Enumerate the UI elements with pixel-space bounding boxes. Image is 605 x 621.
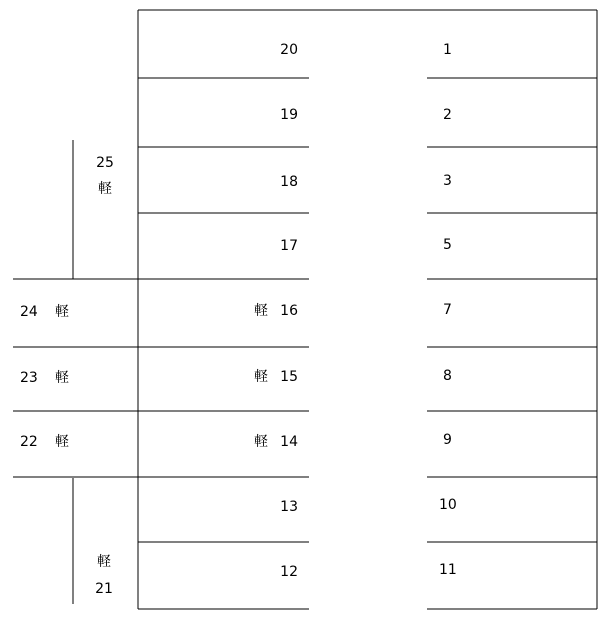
space-number: 21 xyxy=(95,581,113,597)
kei-mark: 軽 xyxy=(55,434,69,450)
right-column-labels xyxy=(439,42,457,578)
space-number: 24 xyxy=(20,304,38,320)
space-number: 11 xyxy=(439,562,457,578)
space-number: 18 xyxy=(280,174,298,190)
space-number: 16 xyxy=(280,303,298,319)
space-number: 8 xyxy=(443,368,452,384)
left-middle-spaces xyxy=(20,303,69,450)
center-column-labels xyxy=(280,42,298,580)
space-number: 22 xyxy=(20,434,38,450)
lot-outline xyxy=(73,10,597,609)
left-space-21 xyxy=(95,553,113,597)
right-column-dividers xyxy=(427,78,597,609)
space-number: 3 xyxy=(443,173,452,189)
space-number: 19 xyxy=(280,107,298,123)
kei-mark: 軽 xyxy=(98,181,112,197)
space-number: 9 xyxy=(443,432,452,448)
space-number: 14 xyxy=(280,434,298,450)
center-column-dividers xyxy=(138,78,309,609)
left-space-25 xyxy=(96,155,114,197)
kei-mark: 軽 xyxy=(254,434,268,450)
space-number: 5 xyxy=(443,237,452,253)
center-kei-marks xyxy=(254,302,268,450)
kei-mark: 軽 xyxy=(254,369,268,385)
kei-mark: 軽 xyxy=(55,304,69,320)
kei-mark: 軽 xyxy=(55,370,69,386)
space-number: 23 xyxy=(20,370,38,386)
kei-mark: 軽 xyxy=(97,554,111,570)
space-number: 20 xyxy=(280,42,298,58)
space-number: 2 xyxy=(443,107,452,123)
space-number: 13 xyxy=(280,499,298,515)
space-number: 7 xyxy=(443,302,452,318)
kei-mark: 軽 xyxy=(254,303,268,319)
space-number: 12 xyxy=(280,564,298,580)
space-number: 15 xyxy=(280,369,298,385)
space-number: 1 xyxy=(443,42,452,58)
space-number: 10 xyxy=(439,497,457,513)
space-number: 17 xyxy=(280,238,298,254)
space-number: 25 xyxy=(96,155,114,171)
